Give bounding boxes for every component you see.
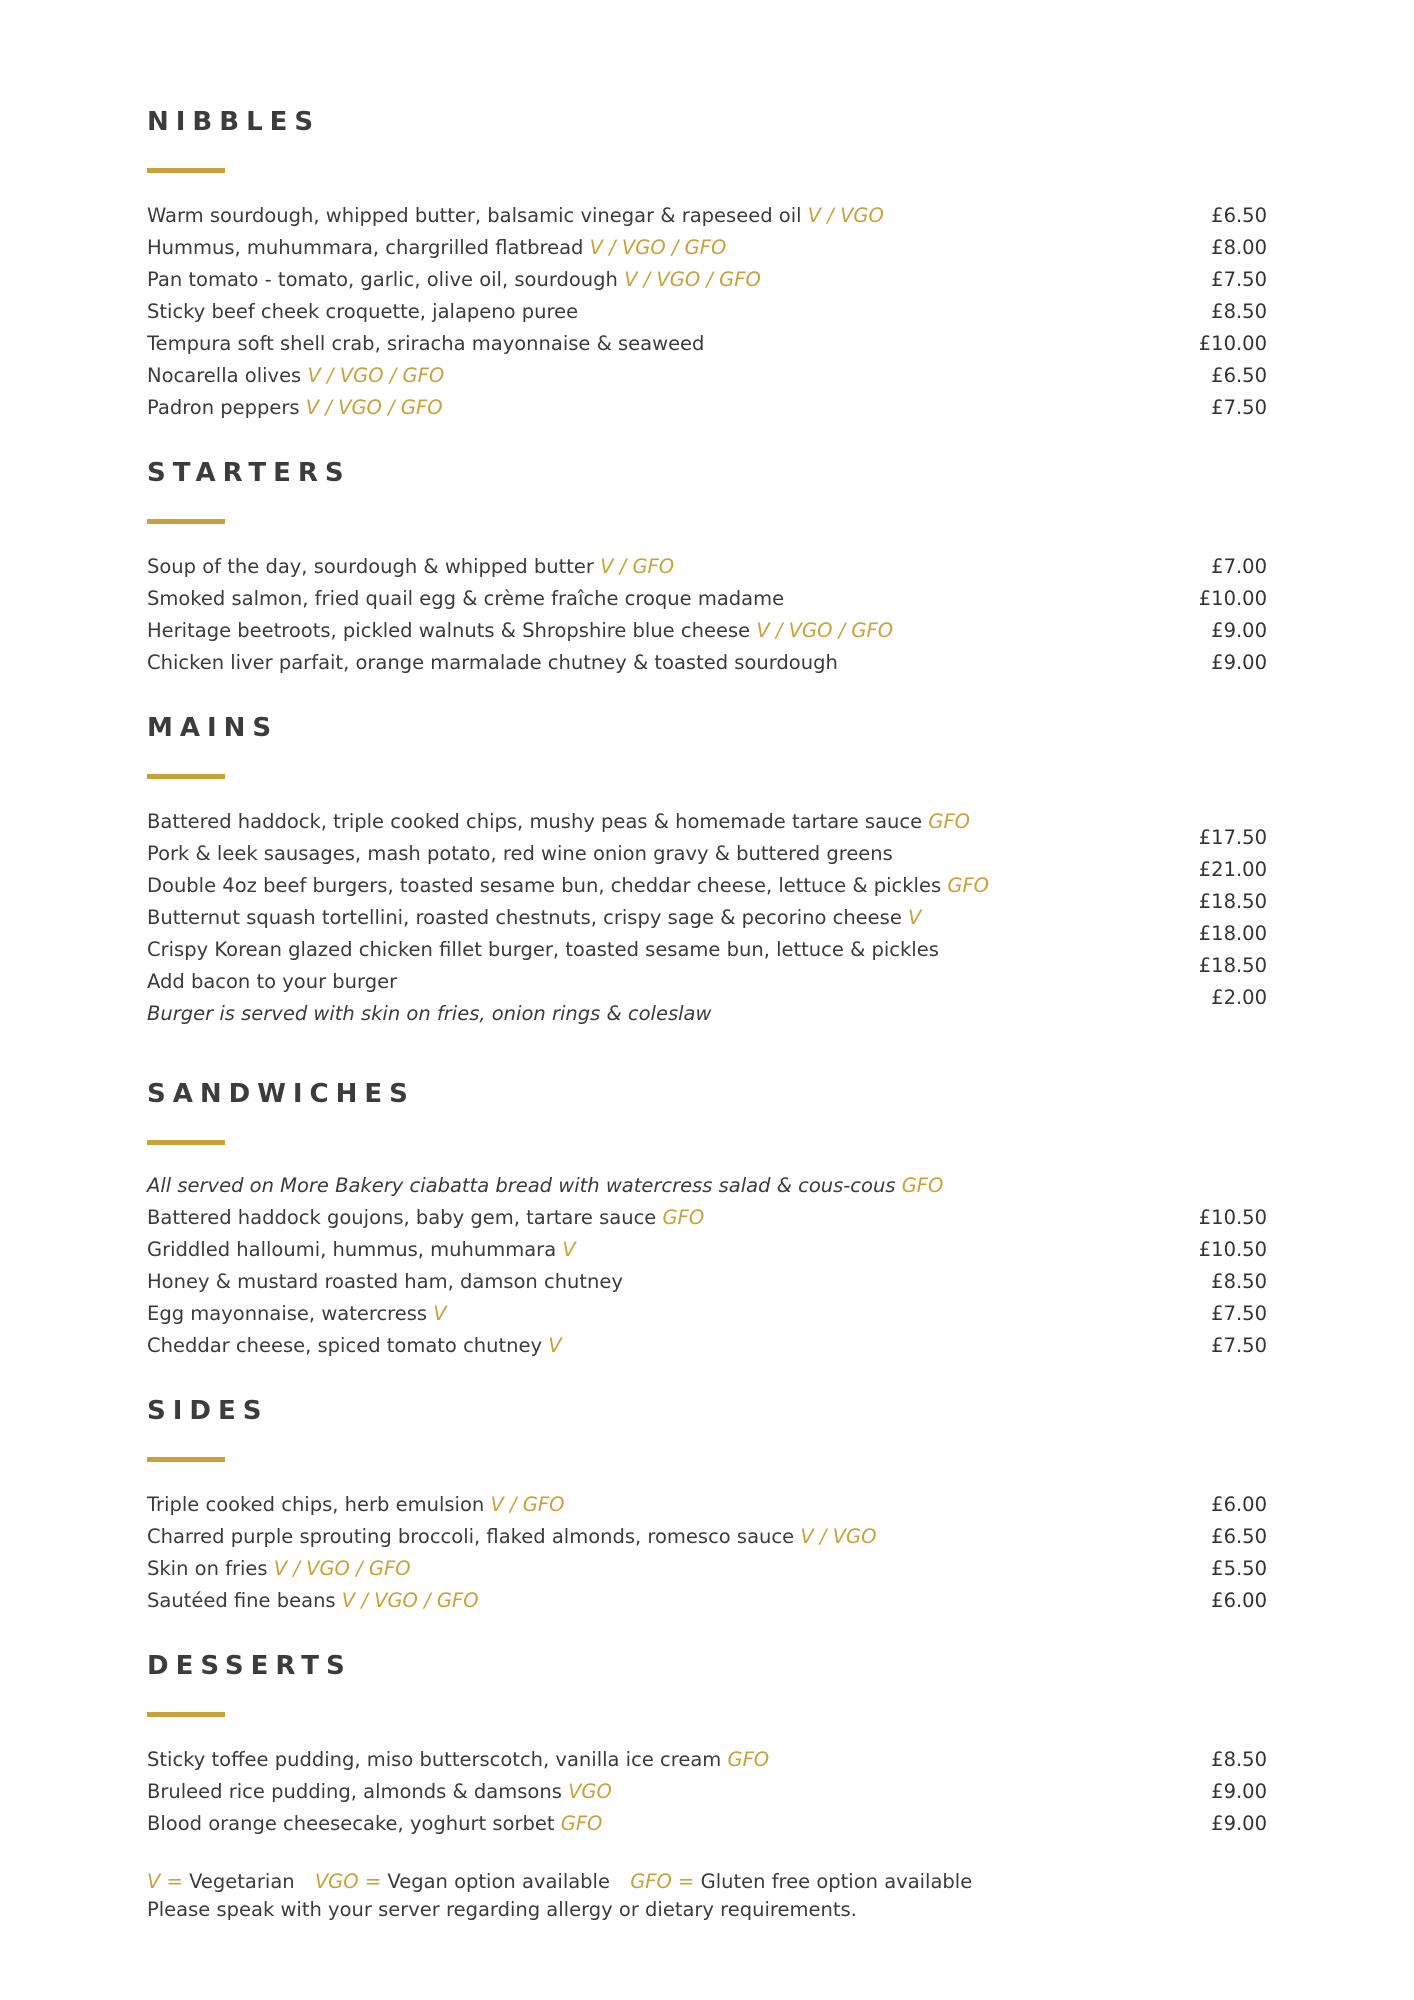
item-name: Triple cooked chips, herb emulsion bbox=[147, 1493, 485, 1516]
item-price: £8.00 bbox=[1211, 236, 1267, 259]
section-divider bbox=[147, 168, 225, 173]
dietary-tags: V / VGO bbox=[800, 1525, 877, 1548]
dietary-tags: GFO bbox=[727, 1748, 770, 1771]
menu-item bbox=[147, 1808, 1267, 1840]
menu-item bbox=[147, 232, 1267, 264]
item-name: Crispy Korean glazed chicken fillet burger, toasted sesame bun, lettuce & pickles bbox=[147, 938, 939, 961]
desserts-list bbox=[147, 1744, 1267, 1840]
item-price: £7.50 bbox=[1211, 1302, 1267, 1325]
section-title-mains: MAINS bbox=[147, 713, 279, 743]
item-price: £6.50 bbox=[1211, 364, 1267, 387]
item-price: £7.50 bbox=[1211, 396, 1267, 419]
menu-item bbox=[147, 583, 1267, 615]
item-price: £9.00 bbox=[1211, 1812, 1267, 1835]
item-name: Egg mayonnaise, watercress bbox=[147, 1302, 428, 1325]
item-name: Warm sourdough, whipped butter, balsamic vinegar & rapeseed oil bbox=[147, 204, 802, 227]
item-name: Tempura soft shell crab, sriracha mayonnaise & seaweed bbox=[147, 332, 705, 355]
item-name: Smoked salmon, fried quail egg & crème fraîche croque madame bbox=[147, 587, 785, 610]
legend-keys bbox=[147, 1868, 972, 1896]
legend-v-text: Vegetarian bbox=[189, 1870, 295, 1893]
menu-item bbox=[147, 296, 1267, 328]
menu-item bbox=[147, 1234, 1267, 1266]
mains-price-column bbox=[1167, 822, 1267, 1014]
item-price: £7.50 bbox=[1211, 1334, 1267, 1357]
section-divider bbox=[147, 774, 225, 779]
dietary-tags: V / VGO / GFO bbox=[341, 1589, 479, 1612]
item-name: Griddled halloumi, hummus, muhummara bbox=[147, 1238, 557, 1261]
menu-item bbox=[147, 264, 1267, 296]
item-price: £6.50 bbox=[1211, 1525, 1267, 1548]
menu-item bbox=[147, 1330, 1267, 1362]
dietary-tags: V bbox=[562, 1238, 576, 1261]
legend-vgo-key: VGO = bbox=[314, 1870, 382, 1893]
section-divider bbox=[147, 1140, 225, 1145]
menu-item bbox=[147, 360, 1267, 392]
item-name: Heritage beetroots, pickled walnuts & Shropshire blue cheese bbox=[147, 619, 751, 642]
menu-item bbox=[147, 647, 1267, 679]
menu-item bbox=[147, 328, 1267, 360]
item-price: £5.50 bbox=[1211, 1557, 1267, 1580]
section-title-sandwiches: SANDWICHES bbox=[147, 1079, 415, 1109]
item-price: £18.50 bbox=[1198, 954, 1267, 977]
item-price: £9.00 bbox=[1211, 651, 1267, 674]
item-name: Double 4oz beef burgers, toasted sesame bun, cheddar cheese, lettuce & pickles bbox=[147, 874, 942, 897]
dietary-tags: V / VGO / GFO bbox=[305, 396, 443, 419]
dietary-tags: V bbox=[548, 1334, 562, 1357]
item-name: Soup of the day, sourdough & whipped butter bbox=[147, 555, 594, 578]
dietary-tags: GFO bbox=[947, 874, 990, 897]
sides-list bbox=[147, 1489, 1267, 1617]
item-price: £8.50 bbox=[1211, 1748, 1267, 1771]
item-price: £17.50 bbox=[1198, 826, 1267, 849]
menu-item bbox=[147, 1202, 1267, 1234]
item-price: £2.00 bbox=[1211, 986, 1267, 1009]
menu-item bbox=[147, 200, 1267, 232]
item-price: £18.50 bbox=[1198, 890, 1267, 913]
section-title-starters: STARTERS bbox=[147, 458, 351, 488]
menu-item bbox=[147, 934, 1267, 966]
menu-item bbox=[147, 902, 1267, 934]
menu-item bbox=[147, 392, 1267, 424]
starters-list bbox=[147, 551, 1267, 679]
menu-note bbox=[147, 998, 1267, 1030]
menu-page bbox=[147, 0, 1267, 2000]
legend-gfo-text: Gluten free option available bbox=[700, 1870, 973, 1893]
section-title-sides: SIDES bbox=[147, 1396, 269, 1426]
item-price: £9.00 bbox=[1211, 1780, 1267, 1803]
item-price: £7.00 bbox=[1211, 555, 1267, 578]
section-title-desserts: DESSERTS bbox=[147, 1651, 352, 1681]
item-name: Hummus, muhummara, chargrilled flatbread bbox=[147, 236, 584, 259]
item-price: £10.50 bbox=[1198, 1206, 1267, 1229]
section-divider bbox=[147, 1457, 225, 1462]
item-price: £6.00 bbox=[1211, 1493, 1267, 1516]
item-name: Sticky beef cheek croquette, jalapeno puree bbox=[147, 300, 579, 323]
dietary-legend bbox=[147, 1868, 972, 1924]
section-divider bbox=[147, 1712, 225, 1717]
item-name: Battered haddock goujons, baby gem, tartare sauce bbox=[147, 1206, 657, 1229]
item-name: Honey & mustard roasted ham, damson chutney bbox=[147, 1270, 623, 1293]
dietary-tags: V bbox=[908, 906, 922, 929]
dietary-tags: GFO bbox=[928, 810, 971, 833]
menu-item bbox=[147, 1553, 1267, 1585]
menu-item bbox=[147, 1489, 1267, 1521]
dietary-tags: VGO bbox=[568, 1780, 612, 1803]
item-name: Pork & leek sausages, mash potato, red wine onion gravy & buttered greens bbox=[147, 842, 893, 865]
dietary-tags: V bbox=[433, 1302, 447, 1325]
item-price: £10.00 bbox=[1198, 587, 1267, 610]
dietary-tags: V / VGO bbox=[807, 204, 884, 227]
item-name: Sautéed fine beans bbox=[147, 1589, 336, 1612]
sandwich-intro bbox=[147, 1170, 1267, 1202]
menu-item bbox=[147, 806, 1267, 838]
menu-item bbox=[147, 615, 1267, 647]
item-name: Cheddar cheese, spiced tomato chutney bbox=[147, 1334, 549, 1357]
item-price: £6.50 bbox=[1211, 204, 1267, 227]
item-price: £8.50 bbox=[1211, 1270, 1267, 1293]
menu-item bbox=[147, 1776, 1267, 1808]
item-price: £8.50 bbox=[1211, 300, 1267, 323]
section-divider bbox=[147, 519, 225, 524]
item-name: Add bacon to your burger bbox=[147, 970, 398, 993]
item-name: Sticky toffee pudding, miso butterscotch, vanilla ice cream bbox=[147, 1748, 722, 1771]
dietary-tags: V / VGO / GFO bbox=[307, 364, 445, 387]
item-price: £9.00 bbox=[1211, 619, 1267, 642]
menu-item bbox=[147, 1744, 1267, 1776]
item-name: Charred purple sprouting broccoli, flaked almonds, romesco sauce bbox=[147, 1525, 795, 1548]
menu-item bbox=[147, 551, 1267, 583]
legend-gfo-key: GFO = bbox=[630, 1870, 695, 1893]
burger-note: Burger is served with skin on fries, onion rings & coleslaw bbox=[147, 1002, 712, 1025]
dietary-tags: GFO bbox=[662, 1206, 705, 1229]
legend-vgo-text: Vegan option available bbox=[387, 1870, 610, 1893]
dietary-tags: V / VGO / GFO bbox=[589, 236, 727, 259]
dietary-tags: V / GFO bbox=[490, 1493, 565, 1516]
nibbles-list bbox=[147, 200, 1267, 424]
item-name: Pan tomato - tomato, garlic, olive oil, sourdough bbox=[147, 268, 618, 291]
dietary-tags: V / VGO / GFO bbox=[273, 1557, 411, 1580]
menu-item bbox=[147, 1298, 1267, 1330]
item-name: Blood orange cheesecake, yoghurt sorbet bbox=[147, 1812, 555, 1835]
item-name: Chicken liver parfait, orange marmalade chutney & toasted sourdough bbox=[147, 651, 838, 674]
item-name: Skin on fries bbox=[147, 1557, 268, 1580]
dietary-tags: GFO bbox=[901, 1174, 944, 1197]
sandwiches-list bbox=[147, 1170, 1267, 1362]
item-price: £21.00 bbox=[1198, 858, 1267, 881]
mains-list bbox=[147, 806, 1267, 1030]
dietary-tags: V / VGO / GFO bbox=[756, 619, 894, 642]
item-name: Butternut squash tortellini, roasted chestnuts, crispy sage & pecorino cheese bbox=[147, 906, 902, 929]
item-name: Bruleed rice pudding, almonds & damsons bbox=[147, 1780, 562, 1803]
menu-item bbox=[147, 966, 1267, 998]
item-price: £7.50 bbox=[1211, 268, 1267, 291]
legend-v-key: V = bbox=[147, 1870, 183, 1893]
menu-item bbox=[147, 838, 1267, 870]
section-title-nibbles: NIBBLES bbox=[147, 107, 321, 137]
menu-item bbox=[147, 1266, 1267, 1298]
item-price: £18.00 bbox=[1198, 922, 1267, 945]
intro-text: All served on More Bakery ciabatta bread with watercress salad & cous-cous bbox=[147, 1174, 896, 1197]
item-name: Battered haddock, triple cooked chips, mushy peas & homemade tartare sauce bbox=[147, 810, 923, 833]
allergy-notice: Please speak with your server regarding allergy or dietary requirements. bbox=[147, 1898, 857, 1921]
menu-item bbox=[147, 1521, 1267, 1553]
item-price: £10.00 bbox=[1198, 332, 1267, 355]
dietary-tags: V / GFO bbox=[600, 555, 675, 578]
dietary-tags: GFO bbox=[560, 1812, 603, 1835]
menu-item bbox=[147, 1585, 1267, 1617]
item-name: Padron peppers bbox=[147, 396, 300, 419]
dietary-tags: V / VGO / GFO bbox=[624, 268, 761, 291]
item-name: Nocarella olives bbox=[147, 364, 302, 387]
menu-item bbox=[147, 870, 1267, 902]
item-price: £10.50 bbox=[1198, 1238, 1267, 1261]
item-price: £6.00 bbox=[1211, 1589, 1267, 1612]
